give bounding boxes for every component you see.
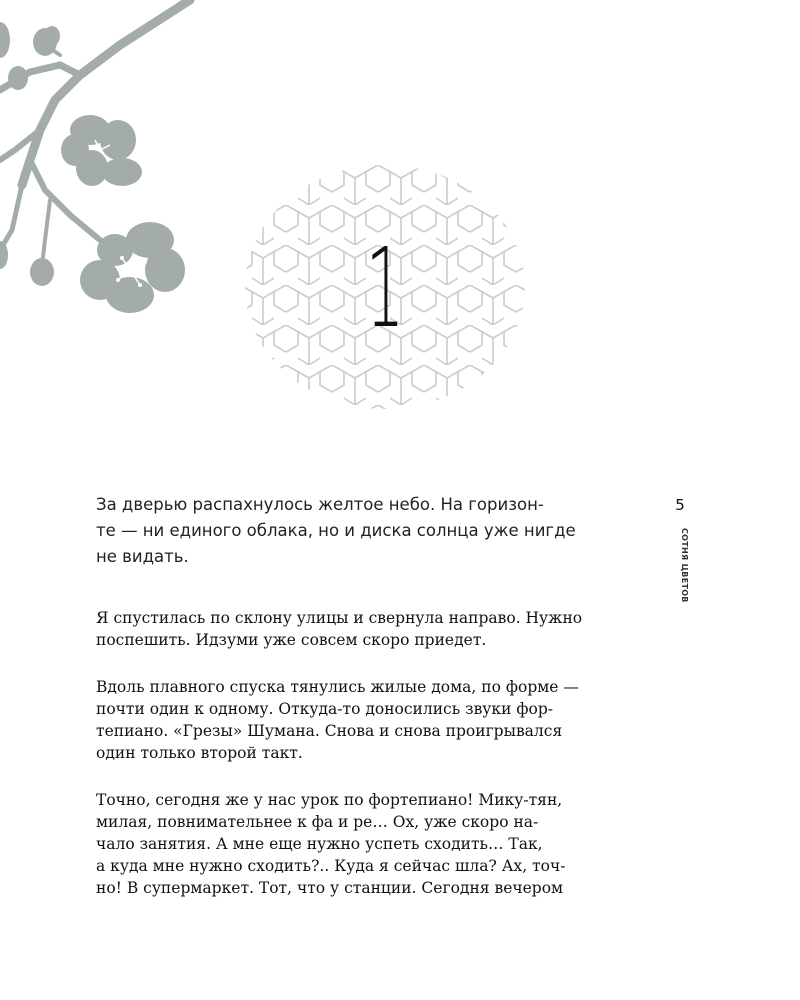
text-line: а куда мне нужно сходить?.. Куда я сейчас шла? Ах, точ- <box>96 857 566 875</box>
lead-paragraph <box>96 492 656 570</box>
text-line: один только второй такт. <box>96 744 303 762</box>
running-title: СОТНЯ ЦВЕТОВ <box>680 528 689 603</box>
text-line: те — ни единого облака, но и диска солнца уже нигде <box>96 521 576 540</box>
text-line: Точно, сегодня же у нас урок по фортепиано! Мику-тян, <box>96 791 563 809</box>
text-line: чало занятия. А мне еще нужно успеть сходить… Так, <box>96 835 543 853</box>
text-line: тепиано. «Грезы» Шумана. Снова и снова проигрывался <box>96 722 563 740</box>
chapter-emblem <box>240 165 530 410</box>
chapter-number: 1 <box>365 223 405 352</box>
text-line: почти один к одному. Откуда-то доносились звуки фор- <box>96 700 553 718</box>
text-line: Я спустилась по склону улицы и свернула направо. Нужно <box>96 609 583 627</box>
cherry-blossom-branch-illustration <box>0 0 260 330</box>
body-paragraph <box>96 789 656 899</box>
text-line: Вдоль плавного спуска тянулись жилые дома, по форме — <box>96 678 579 696</box>
body-paragraph <box>96 676 656 764</box>
text-line: поспешить. Идзуми уже совсем скоро приедет. <box>96 631 487 649</box>
body-paragraph <box>96 607 656 651</box>
text-line: За дверью распахнулось желтое небо. На горизон- <box>96 495 544 514</box>
text-line: милая, повнимательнее к фа и ре… Ох, уже скоро на- <box>96 813 539 831</box>
page-number: 5 <box>675 496 685 514</box>
text-line: не видать. <box>96 547 189 566</box>
text-line: но! В супермаркет. Тот, что у станции. Сегодня вечером <box>96 879 564 897</box>
